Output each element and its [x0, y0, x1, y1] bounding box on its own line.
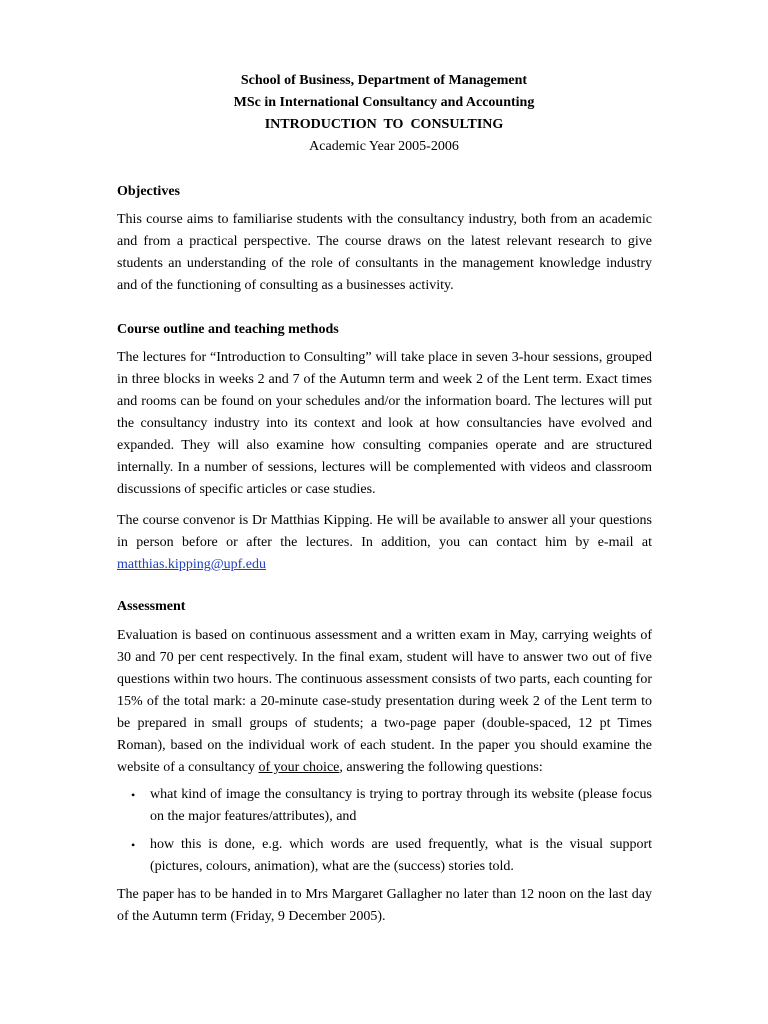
school-name: School of Business, Department of Management [240, 73, 528, 88]
assessment-paragraph-1-text: Evaluation is based on continuous assessment and a written exam in May, carrying weights of 30 and 70 per cent respectively. In the final exam, student will have to answer two out of five questions within two hours. The continuous assessment consists of two parts, each counting for 15% of the total mark: a 20-minute case-study presentation during week 2 of the Lent term to be prepared in small groups of students; a two-page paper (double-spaced, 12 pt Times Roman), based on the individual work of each student. In the paper you should examine the website of a consultancy [117, 628, 652, 775]
assessment-questions-list [117, 784, 652, 878]
objectives-text: This course aims to familiarise students with the consultancy industry, both from an academic and from a practical perspective. The course draws on the latest relevant research to give students an understanding of the role of consultants in the management knowledge industry and of the functioning of consulting as a businesses activity. [117, 212, 652, 293]
assessment-section [117, 596, 652, 618]
list-item [117, 834, 652, 878]
assessment-heading: Assessment [117, 599, 186, 614]
list-item-text: what kind of image the consultancy is trying to portray through its website (please focus on the major features/attributes), and [150, 787, 652, 824]
list-item-text: how this is done, e.g. which words are used frequently, what is the visual support (pictures, colours, animation), what are the (success) stories told. [150, 837, 652, 874]
outline-paragraph-1: The lectures for “Introduction to Consulting” will take place in seven 3-hour sessions, grouped in three blocks in weeks 2 and 7 of the Autumn term and week 2 of the Lent term. Exact times and rooms can be found on your schedules and/or the information board. The lectures will put the consultancy industry into its context and look at how consultancies have evolved and expanded. They will also examine how consulting companies operate and are structured internally. In a number of sessions, lectures will be complemented with videos and classroom discussions of specific articles or case studies. [117, 350, 652, 497]
document-header [0, 70, 768, 158]
bullet-icon: • [131, 788, 136, 802]
outline-paragraph-2 [117, 510, 652, 576]
assessment-paragraph-1 [117, 625, 652, 779]
objectives-section [117, 181, 652, 203]
outline-heading: Course outline and teaching methods [117, 322, 339, 337]
programme-name: MSc in International Consultancy and Accounting [233, 95, 535, 110]
assessment-paragraph-1-end: , answering the following questions: [339, 760, 543, 775]
outline-section [117, 319, 652, 341]
objectives-heading: Objectives [117, 184, 180, 199]
list-item [117, 784, 652, 828]
assessment-paragraph-2: The paper has to be handed in to Mrs Margaret Gallagher no later than 12 noon on the last day of the Autumn term (Friday, 9 December 2005). [117, 887, 652, 924]
choice-underlined-text: of your choice [258, 760, 340, 775]
convenor-email-link[interactable]: matthias.kipping@upf.edu [117, 557, 266, 572]
course-title: INTRODUCTION TO CONSULTING [264, 117, 504, 132]
outline-paragraph-2-text: The course convenor is Dr Matthias Kipping. He will be available to answer all your questions in person before or after the lectures. In addition, you can contact him by e-mail at [117, 513, 652, 550]
academic-year: Academic Year 2005-2006 [309, 139, 459, 154]
bullet-icon: • [131, 838, 136, 852]
